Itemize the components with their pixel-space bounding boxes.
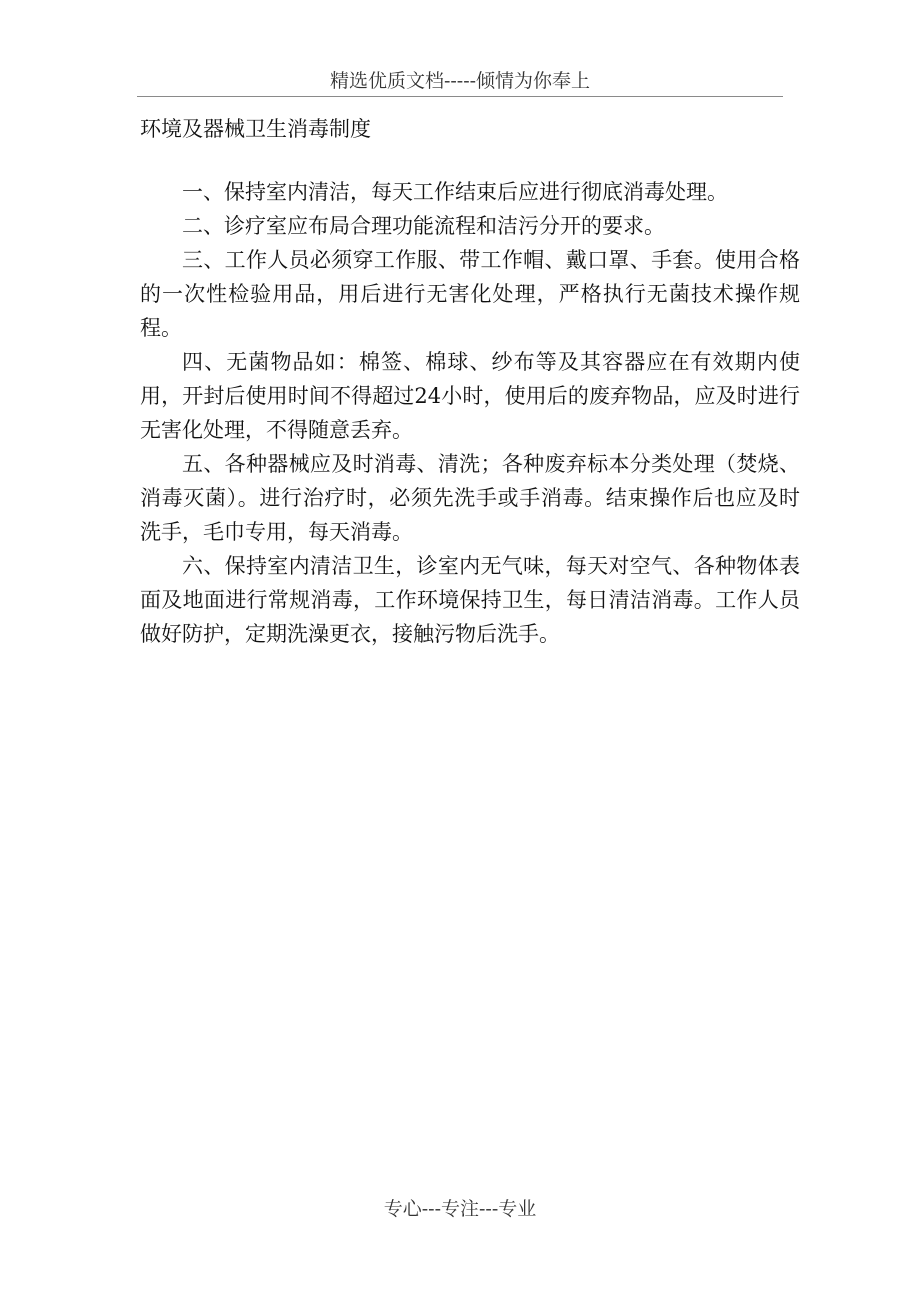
document-body bbox=[140, 175, 800, 651]
paragraph-6: 六、保持室内清洁卫生，诊室内无气味，每天对空气、各种物体表面及地面进行常规消毒，工作环境保持卫生，每日清洁消毒。工作人员做好防护，定期洗澡更衣，接触污物后洗手。 bbox=[140, 554, 800, 646]
document-title: 环境及器械卫生消毒制度 bbox=[140, 117, 371, 141]
paragraph-2: 二、诊疗室应布局合理功能流程和洁污分开的要求。 bbox=[182, 214, 665, 238]
paragraph-4: 四、无菌物品如：棉签、棉球、纱布等及其容器应在有效期内使用，开封后使用时间不得超过24小时，使用后的废弃物品，应及时进行无害化处理，不得随意丢弃。 bbox=[140, 350, 800, 442]
footer-text: 专心---专注---专业 bbox=[383, 1198, 537, 1220]
header-text: 精选优质文档-----倾情为你奉上 bbox=[329, 70, 591, 92]
page-footer bbox=[0, 1196, 920, 1222]
page-header bbox=[137, 68, 783, 97]
paragraph-1: 一、保持室内清洁，每天工作结束后应进行彻底消毒处理。 bbox=[182, 180, 728, 204]
paragraph-5: 五、各种器械应及时消毒、清洗；各种废弃标本分类处理（焚烧、消毒灭菌）。进行治疗时，必须先洗手或手消毒。结束操作后也应及时洗手，毛巾专用，每天消毒。 bbox=[140, 452, 800, 544]
paragraph-3: 三、工作人员必须穿工作服、带工作帽、戴口罩、手套。使用合格的一次性检验用品，用后进行无害化处理，严格执行无菌技术操作规程。 bbox=[140, 248, 800, 340]
